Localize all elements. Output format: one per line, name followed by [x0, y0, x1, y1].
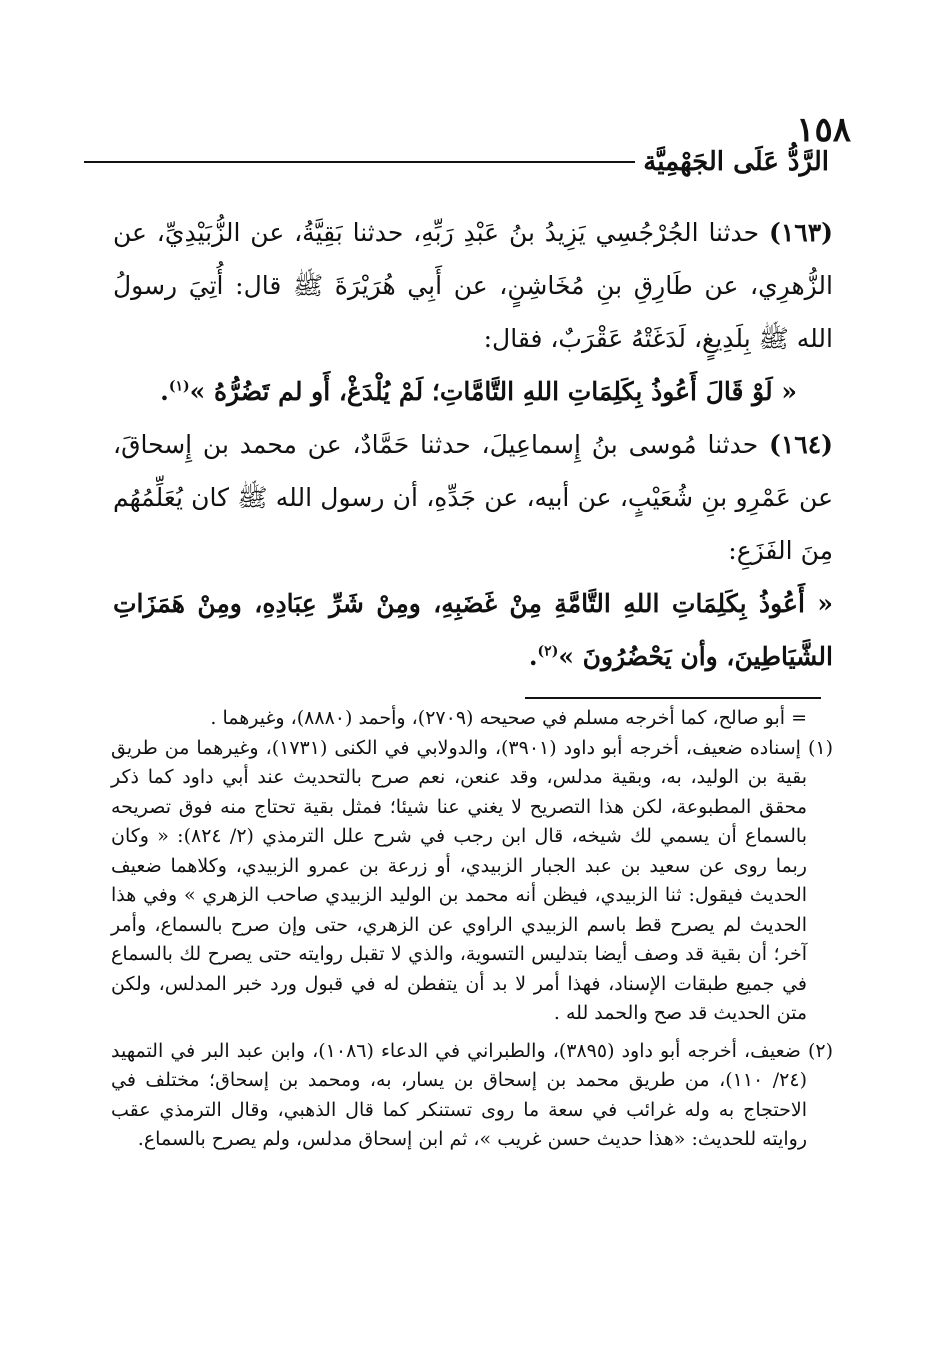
supplication: « أَعُوذُ بِكَلِمَاتِ اللهِ التَّامَّةِ مِنْ غَضَبِهِ، ومِنْ شَرِّ عِبَادِهِ، ومِنْ هَمَزَاتِ الشَّيَاطِينَ، وأن يَحْضُرُونَ »$^{(٢)}$. [113, 589, 833, 671]
main-text [113, 206, 833, 683]
running-header [84, 142, 829, 182]
footnote-ref[interactable]: (١) [168, 378, 190, 395]
header-rule [84, 161, 635, 163]
hadith-164 [113, 418, 833, 577]
footnote-2: (٢) ضعيف، أخرجه أبو داود (٣٨٩٥)، والطبراني في الدعاء (١٠٨٦)، وابن عبد البر في التمهيد (٢٤/ ١١٠)، من طريق محمد بن إسحاق بن يسار، به، ومحمد بن إسحاق؛ مختلف في الاحتجاج به وله غرائب في سعة ما روى تستنكر كما قال الذهبي، وقال الترمذي عقب روايته للحديث: «هذا حديث حسن غريب »، ثم ابن إسحاق مدلس، ولم يصرح بالسماع. [111, 1039, 833, 1150]
footnote-continuation: = أبو صالح، كما أخرجه مسلم في صحيحه (٢٧٠٩)، وأحمد (٨٨٨٠)، وغيرهما . [210, 707, 807, 729]
hadith-text: حدثنا الجُرْجُسِي يَزِيدُ بنُ عَبْدِ رَبِّهِ، حدثنا بَقِيَّةُ، عن الزُّبَيْدِيِّ، عن الزُّهرِي، عن طَارِقِ بنِ مُخَاشِنٍ، عن أَبِي هُرَيْرَةَ ﷺ قال: أُتِيَ رسولُ الله ﷺ بِلَدِيغٍ، لَدَغَتْهُ عَقْرَبٌ، فقال: [113, 218, 833, 353]
hadith-text: حدثنا مُوسى بنُ إِسماعِيلَ، حدثنا حَمَّادٌ، عن محمد بن إِسحاقَ، عن عَمْرِو بنِ شُعَيْبٍ، عن أبيه، عن جَدِّهِ، أن رسول الله ﷺ كان يُعَلِّمُهُم مِنَ الفَزَعِ: [113, 430, 833, 565]
hadith-number: (١٦٣) [769, 218, 833, 247]
running-title: الرَّدُّ عَلَى الجَهْمِيَّة [643, 147, 829, 177]
supplication-text: « أَعُوذُ بِكَلِمَاتِ اللهِ التَّامَّةِ مِنْ غَضَبِهِ، ومِنْ شَرِّ عِبَادِهِ، ومِنْ هَمَزَاتِ الشَّيَاطِينَ، وأن يَحْضُرُونَ » [113, 589, 833, 671]
supplication: « لَوْ قَالَ أَعُوذُ بِكَلِمَاتِ اللهِ التَّامَّاتِ؛ لَمْ يُلْدَغْ، أَو لم تَضُرُّهُ »$^{(١)}$. [160, 377, 797, 406]
footnote-separator [525, 697, 821, 699]
footnote-ref[interactable]: (٢) [537, 643, 559, 660]
hadith-163 [113, 206, 833, 365]
footnotes [111, 704, 833, 1155]
page-number: ١٥٨ [796, 110, 851, 150]
footnote-1: (١) إسناده ضعيف، أخرجه أبو داود (٣٩٠١)، والدولابي في الكنى (١٧٣١)، وغيرهما من طريق بقية بن الوليد، به، وبقية مدلس، وقد عنعن، نعم صرح بالتحديث عند أبي داود كما ذكر محقق المطبوعة، لكن هذا التصريح لا يغني عنا شيئا؛ فمثل بقية تحتاج منه فوق تصريحه بالسماع أن يسمي لك شيخه، قال ابن رجب في شرح علل الترمذي (٢/ ٨٢٤): « وكان ربما روى عن سعيد بن عبد الجبار الزبيدي، أو زرعة بن عمرو الزبيدي، وكلاهما ضعيف الحديث فيقول: ثنا الزبيدي، فيظن أنه محمد بن الوليد الزبيدي صاحب الزهري » وفي هذا الحديث لم يصرح قط باسم الزبيدي الراوي عن الزهري، حتى وإن صرح بالسماع، وأمر آخر؛ أن بقية قد وصف أيضا بتدليس التسوية، والذي لا تقبل روايته حتى يصرح لك بالسماع في جميع طبقات الإسناد، فهذا أمر لا بد أن يتفطن له في قبول ورد خبر المدلس، ولكن متن الحديث قد صح والحمد لله . [111, 736, 833, 1024]
hadith-number: (١٦٤) [769, 430, 833, 459]
supplication-text: « لَوْ قَالَ أَعُوذُ بِكَلِمَاتِ اللهِ التَّامَّاتِ؛ لَمْ يُلْدَغْ، أَو لم تَضُرُّهُ » [189, 377, 797, 406]
